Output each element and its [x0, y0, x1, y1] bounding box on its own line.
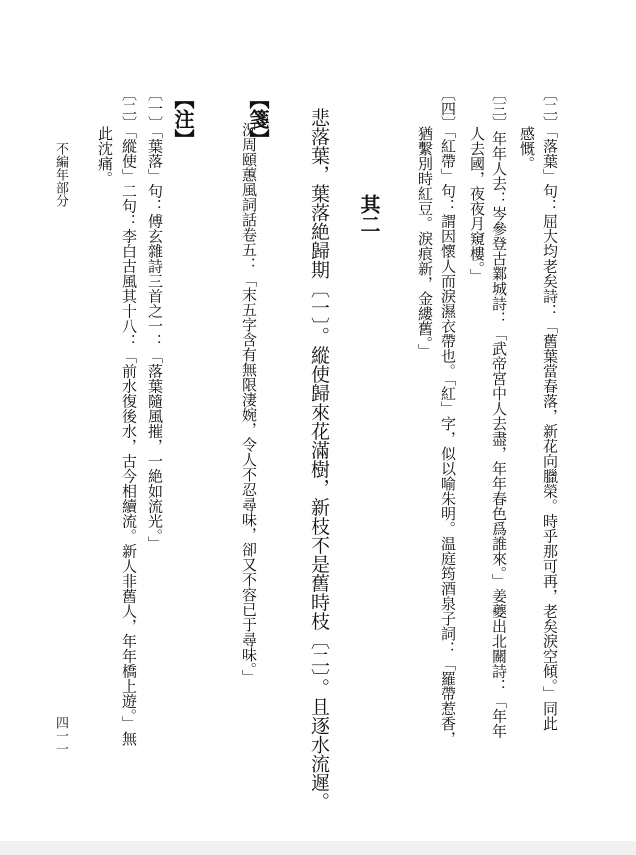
page-number: 四一一 [53, 716, 68, 755]
note-4-line-2: 猶繫別時紅豆。淚痕新，金縷舊。」 [416, 126, 434, 359]
jian-text: 況周頤蕙風詞話卷五：「末五字含有無限淒婉，令人不忍尋味，卻又不容已于尋味。」 [240, 122, 258, 685]
zhu-note-2-line-2: 此沈痛。 [96, 126, 114, 186]
note-4-line-1: 〔四〕「紅帶」句：謂因懷人而淚濕衣帶也。「紅」字，似以喻朱明。温庭筠酒泉子詞：「羅帶惹香， [439, 86, 457, 746]
zhu-label: 【注】 [171, 89, 195, 149]
page-bottom-band [0, 841, 636, 855]
note-3-line-2: 人去國，夜夜月窺樓。」 [468, 126, 486, 284]
zhu-note-2-line-1: 〔二〕「縱使」二句：李白古風其十八：「前水復後水，古今相續流。新人非舊人，年年橋上遊。」無 [120, 86, 138, 746]
jian-label: 【箋】 [246, 89, 270, 149]
zhu-note-1: 〔一〕「葉落」句：傅玄雜詩三首之一：「落葉隨風摧，一絶如流光。」 [146, 86, 164, 551]
note-3-line-1: 〔三〕年年人去：岑參登古鄴城詩：「武帝宮中人去盡，年年春色爲誰來。」姜夔出北關詩：「年年 [490, 86, 508, 739]
note-2-line-2: 感慨。 [518, 126, 536, 171]
note-2-line-1: 〔二〕「落葉」句：屈大均老矣詩：「舊葉當春落，新花向臘榮。時乎那可再，老矣淚空傾。」同此 [541, 86, 559, 731]
poem-text: 悲落葉，葉落絶歸期〔一〕。縱使歸來花滿樹，新枝不是舊時枝〔二〕。且逐水流遲。 [308, 108, 330, 811]
section-footer: 不編年部分 [53, 142, 68, 207]
poem-heading: 其二 [357, 194, 381, 234]
